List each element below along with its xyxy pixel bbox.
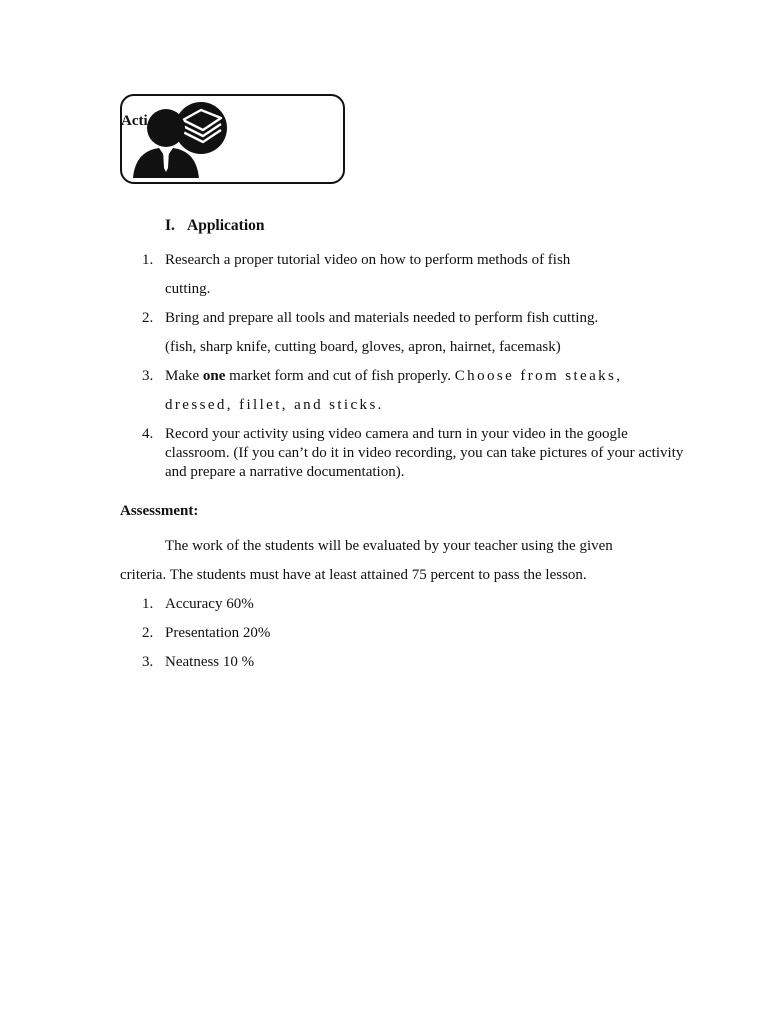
- application-list: [140, 246, 700, 482]
- item-number: 1.: [142, 596, 154, 612]
- item-text: (fish, sharp knife, cutting board, gloves, apron, hairnet, facemask): [165, 339, 561, 355]
- item-text: Neatness 10 %: [165, 654, 255, 670]
- list-item: [140, 304, 700, 362]
- heading-number: I.: [165, 217, 175, 234]
- assessment-paragraph: [120, 532, 680, 590]
- list-item: [140, 590, 700, 619]
- assessment-heading: Assessment:: [120, 503, 199, 519]
- item-text: Presentation 20%: [165, 625, 271, 641]
- list-item: [140, 648, 700, 677]
- emphasis-one: one: [202, 368, 226, 384]
- item-text: Bring and prepare all tools and materials needed to perform fish cutting.: [165, 310, 599, 326]
- item-number: 2.: [142, 310, 154, 326]
- list-item: [140, 246, 700, 304]
- person-with-books-icon: [129, 98, 231, 178]
- item-number: 1.: [142, 252, 154, 268]
- item-text: Make one market form and cut of fish properly. Choose from steaks,: [165, 368, 623, 384]
- item-text: Research a proper tutorial video on how to perform methods of fish: [165, 252, 571, 268]
- item-number: 2.: [142, 625, 154, 641]
- item-number: 3.: [142, 368, 154, 384]
- item-text: dressed, fillet, and sticks.: [165, 397, 384, 413]
- paragraph-line: The work of the students will be evaluated by your teacher using the given: [165, 538, 613, 554]
- criteria-list: [140, 590, 700, 677]
- item-number: 4.: [142, 426, 154, 442]
- item-text: Record your activity using video camera and turn in your video in the google classroom. (If you can’t do it in video recording, you can take pictures of your activity and prepare a narrative documentation).: [165, 426, 684, 480]
- list-item: [140, 362, 700, 420]
- list-item: [140, 425, 700, 482]
- application-heading: [165, 217, 265, 235]
- item-number: 3.: [142, 654, 154, 670]
- activity-label: Acti: [121, 113, 148, 129]
- item-text: Accuracy 60%: [165, 596, 254, 612]
- item-text: cutting.: [165, 281, 211, 297]
- heading-title: Application: [187, 217, 265, 234]
- paragraph-line: criteria. The students must have at least attained 75 percent to pass the lesson.: [120, 567, 587, 583]
- list-item: [140, 619, 700, 648]
